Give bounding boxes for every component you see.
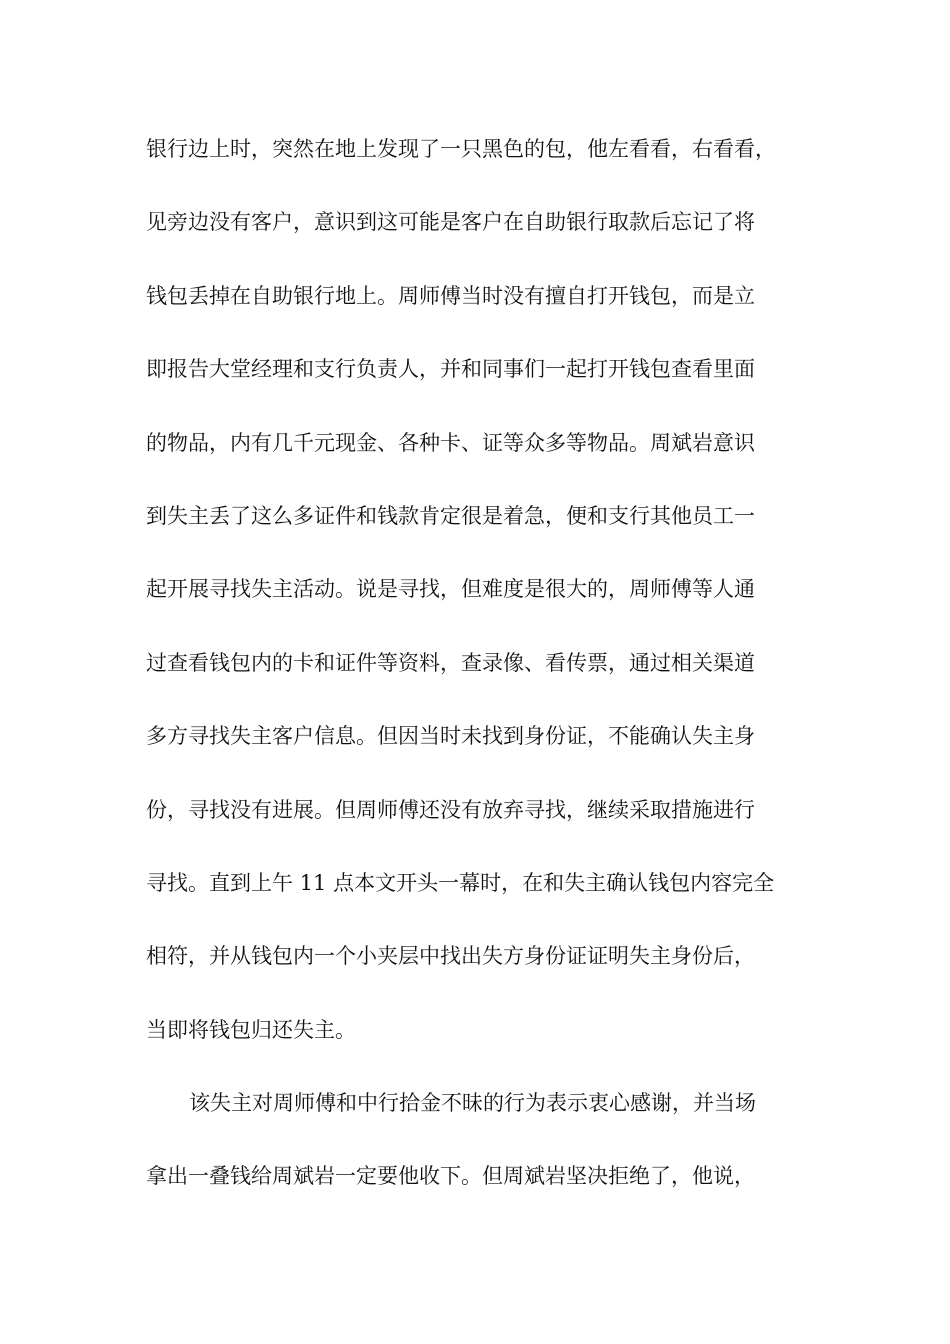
text-line: 相符，并从钱包内一个小夹层中找出失方身份证证明失主身份后，: [146, 944, 755, 969]
text-line: 到失主丢了这么多证件和钱款肯定很是着急，便和支行其他员工一: [146, 503, 755, 528]
text-line: 的物品，内有几千元现金、各种卡、证等众多等物品。周斌岩意识: [146, 430, 755, 455]
text-line: 起开展寻找失主活动。说是寻找，但难度是很大的，周师傅等人通: [146, 577, 755, 602]
paragraph-start-line: 该失主对周师傅和中行拾金不昧的行为表示衷心感谢，并当场: [189, 1091, 756, 1116]
text-line: 银行边上时，突然在地上发现了一只黑色的包，他左看看，右看看，: [146, 137, 776, 161]
text-line: 钱包丢掉在自助银行地上。周师傅当时没有擅自打开钱包，而是立: [146, 283, 755, 308]
text-line: 过查看钱包内的卡和证件等资料，查录像、看传票，通过相关渠道: [146, 650, 755, 675]
text-line: 当即将钱包归还失主。: [146, 1017, 356, 1042]
text-line: 即报告大堂经理和支行负责人，并和同事们一起打开钱包查看里面: [146, 357, 755, 382]
text-line: 份，寻找没有进展。但周师傅还没有放弃寻找，继续采取措施进行: [146, 797, 755, 822]
text-line: 多方寻找失主客户信息。但因当时未找到身份证，不能确认失主身: [146, 724, 755, 749]
text-line: 拿出一叠钱给周斌岩一定要他收下。但周斌岩坚决拒绝了，他说，: [146, 1164, 755, 1189]
text-line: 见旁边没有客户，意识到这可能是客户在自助银行取款后忘记了将: [146, 210, 755, 235]
body-text: [146, 125, 811, 1226]
text-line: 寻找。直到上午 11 点本文开头一幕时，在和失主确认钱包内容完全: [146, 870, 775, 895]
